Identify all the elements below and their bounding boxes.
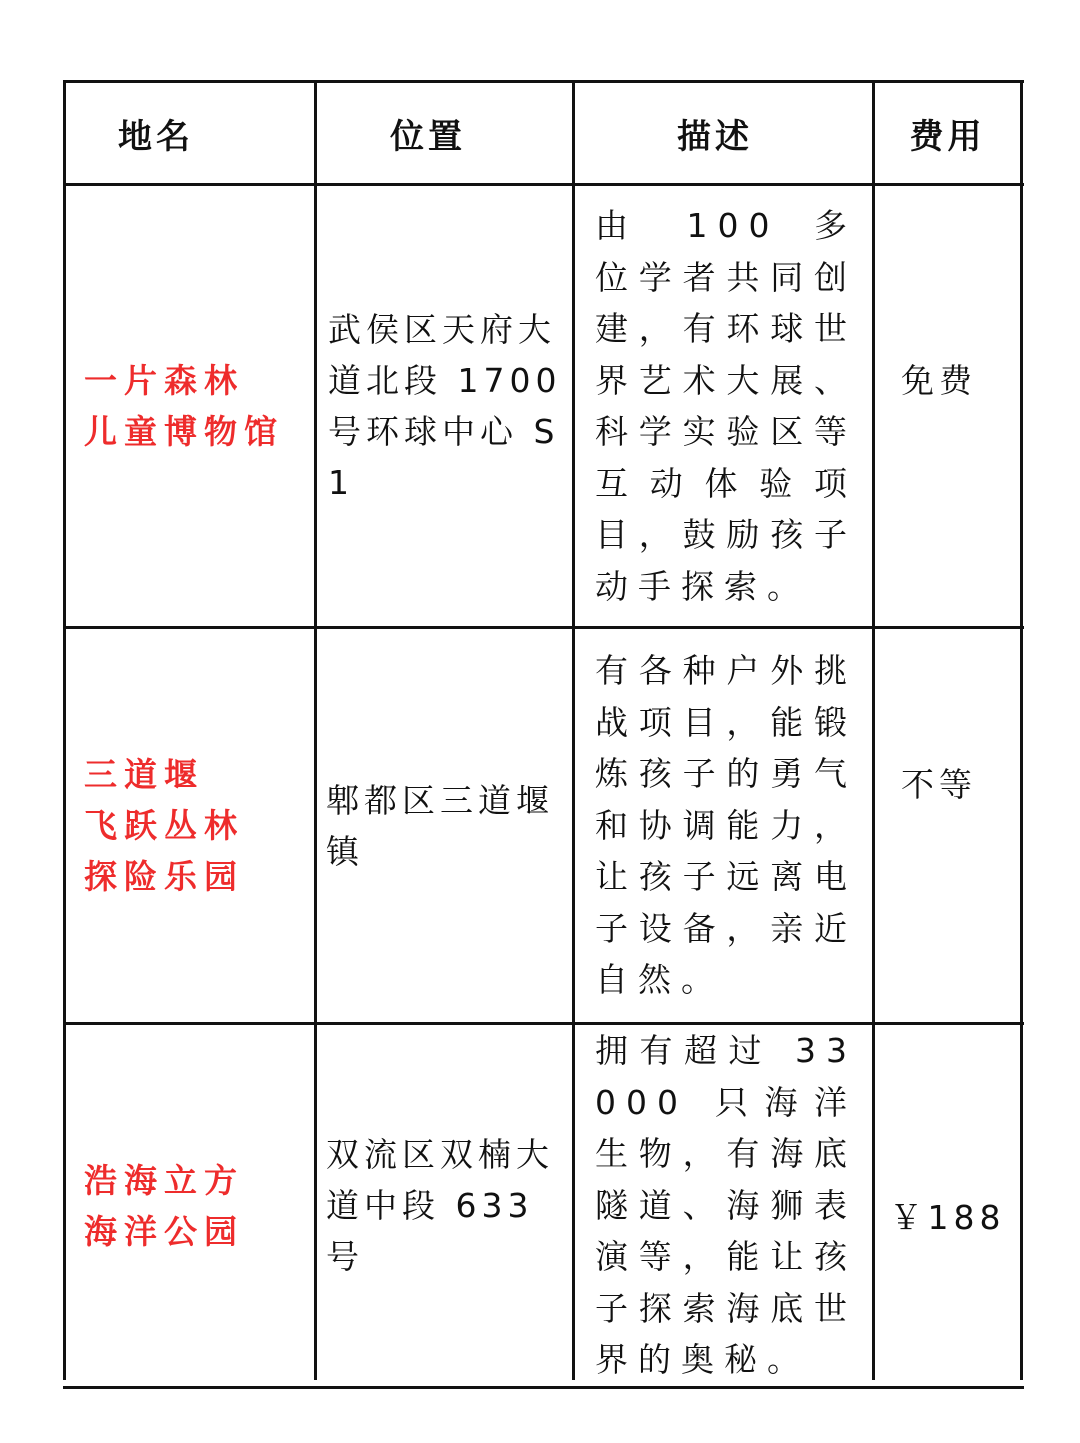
row-3-location: 双流区双楠大道中段 633 号 (326, 1135, 554, 1276)
row-1-location: 武侯区天府大道北段 1700 号环球中心 S1 (328, 310, 562, 502)
table-border-left (63, 80, 66, 1380)
name-line: 儿童博物馆 (84, 412, 284, 451)
name-line: 探险乐园 (84, 857, 244, 896)
name-line: 飞跃丛林 (84, 806, 244, 845)
table-border-right (1020, 80, 1023, 1380)
description-text: 拥有超过 33000 只海洋生物，有海底隧道、海狮表演等，能让孩子探索海底世界的奥秘。 (595, 1031, 857, 1380)
name-line: 一片森林 (84, 361, 244, 400)
row-2-description (595, 629, 857, 1022)
row-1-description (595, 186, 857, 626)
description-text: 有各种户外挑战项目，能锻炼孩子的勇气和协调能力，让孩子远离电子设备，亲近自然。 (595, 651, 857, 1000)
column-divider (572, 80, 575, 1380)
header-location: 位置 (390, 116, 466, 157)
row-3-description (595, 1025, 857, 1386)
name-line: 浩海立方 (84, 1160, 244, 1200)
name-line: 海洋公园 (84, 1211, 244, 1251)
header-name: 地名 (118, 116, 194, 157)
row-3-fee: ￥188 (889, 1197, 1006, 1237)
header-fee: 费用 (909, 116, 986, 157)
header-description: 描述 (677, 116, 753, 157)
description-text: 由 100 多位学者共同创建，有环球世界艺术大展、科学实验区等互动体验项目，鼓励孩子动手探索。 (595, 206, 857, 606)
row-1-fee: 免费 (901, 360, 977, 400)
name-line: 三道堰 (84, 755, 204, 794)
row-3-name (84, 1025, 312, 1386)
row-2-name (84, 629, 312, 1022)
row-1-name (84, 186, 312, 626)
row-2-location: 郫都区三道堰镇 (326, 780, 554, 871)
column-divider (314, 80, 317, 1380)
row-2-fee: 不等 (901, 764, 977, 804)
